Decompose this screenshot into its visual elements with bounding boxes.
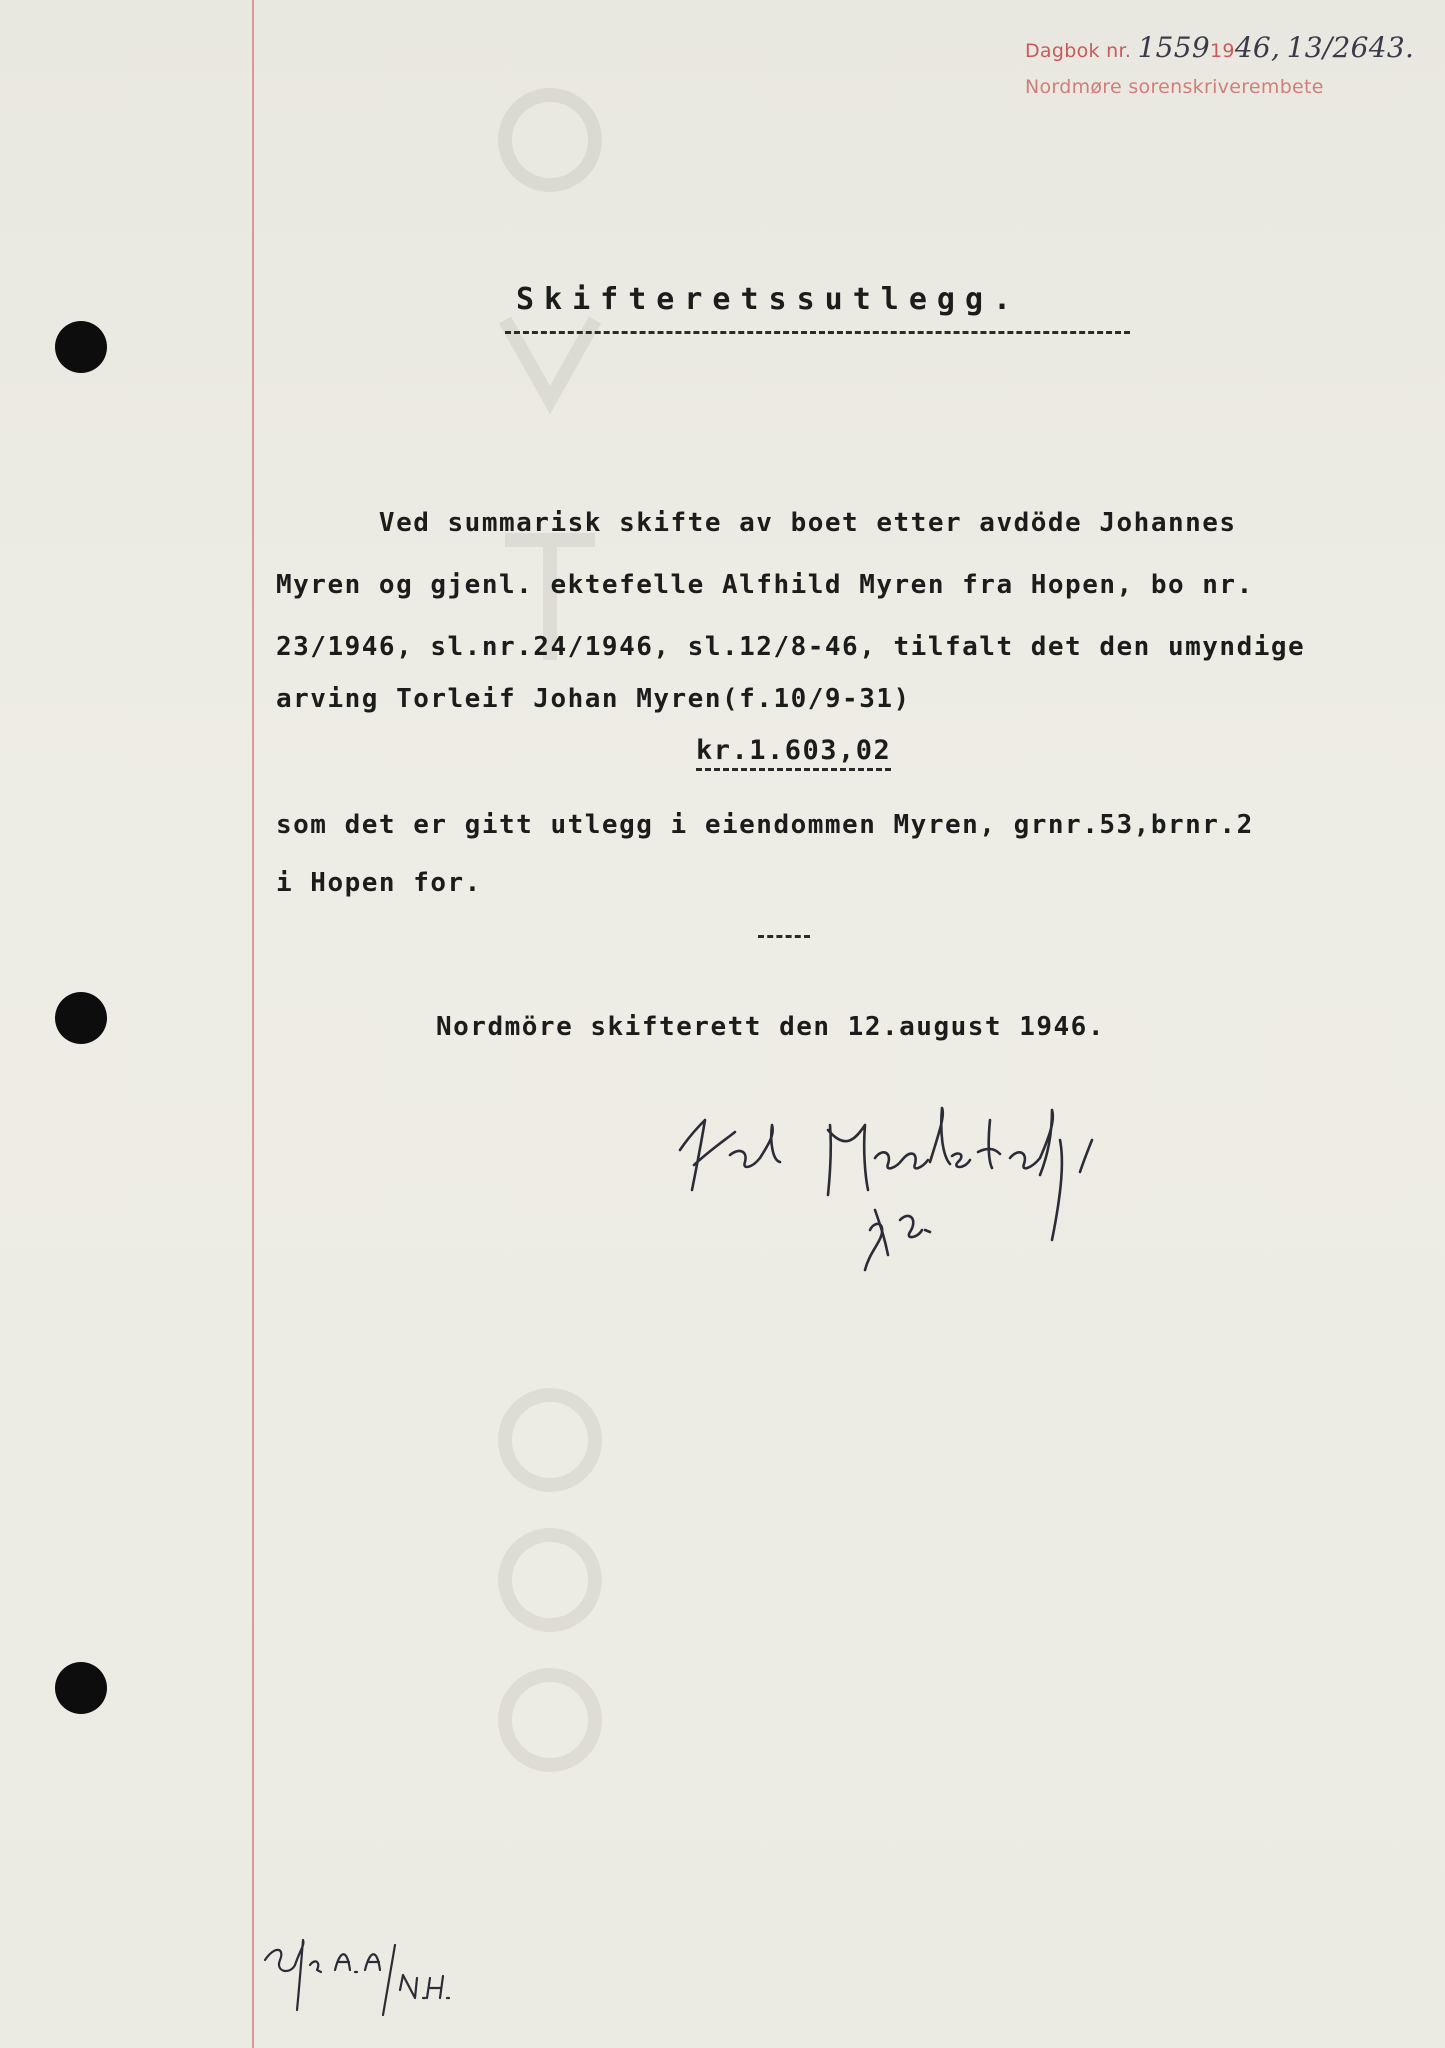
dagbok-label: Dagbok nr. xyxy=(1025,40,1132,62)
amount: kr.1.603,02 xyxy=(696,735,891,771)
body-line-2: Myren og gjenl. ektefelle Alfhild Myren fra Hopen, bo nr. xyxy=(276,570,1254,600)
heading-underline xyxy=(505,331,1130,334)
document-heading: Skifteretssutlegg. xyxy=(516,282,1022,317)
handwritten-initials xyxy=(255,1920,465,2020)
year-prefix: 19 xyxy=(1210,40,1235,62)
separator-dashes xyxy=(758,935,810,938)
stamp-line-1 xyxy=(1025,30,1414,69)
body-line-6: i Hopen for. xyxy=(276,868,482,898)
dagbok-number: 1559 xyxy=(1137,31,1211,64)
punch-hole-middle xyxy=(55,992,107,1044)
body-line-5: som det er gitt utlegg i eiendommen Myren, grnr.53,brnr.2 xyxy=(276,810,1254,840)
punch-hole-bottom xyxy=(55,1662,107,1714)
year-suffix: 46, xyxy=(1234,31,1281,64)
reference-number: 13/2643. xyxy=(1286,31,1415,64)
red-margin-line xyxy=(252,0,254,2048)
handwritten-signature xyxy=(660,1080,1220,1280)
body-line-3: 23/1946, sl.nr.24/1946, sl.12/8-46, tilfalt det den umyndige xyxy=(276,632,1306,662)
journal-stamp xyxy=(1025,30,1414,105)
body-line-4: arving Torleif Johan Myren(f.10/9-31) xyxy=(276,684,911,714)
closing-line: Nordmöre skifterett den 12.august 1946. xyxy=(436,1012,1105,1042)
punch-hole-top xyxy=(55,321,107,373)
office-name: Nordmøre sorenskriverembete xyxy=(1025,76,1324,98)
body-line-1: Ved summarisk skifte av boet etter avdöde Johannes xyxy=(276,508,1237,538)
